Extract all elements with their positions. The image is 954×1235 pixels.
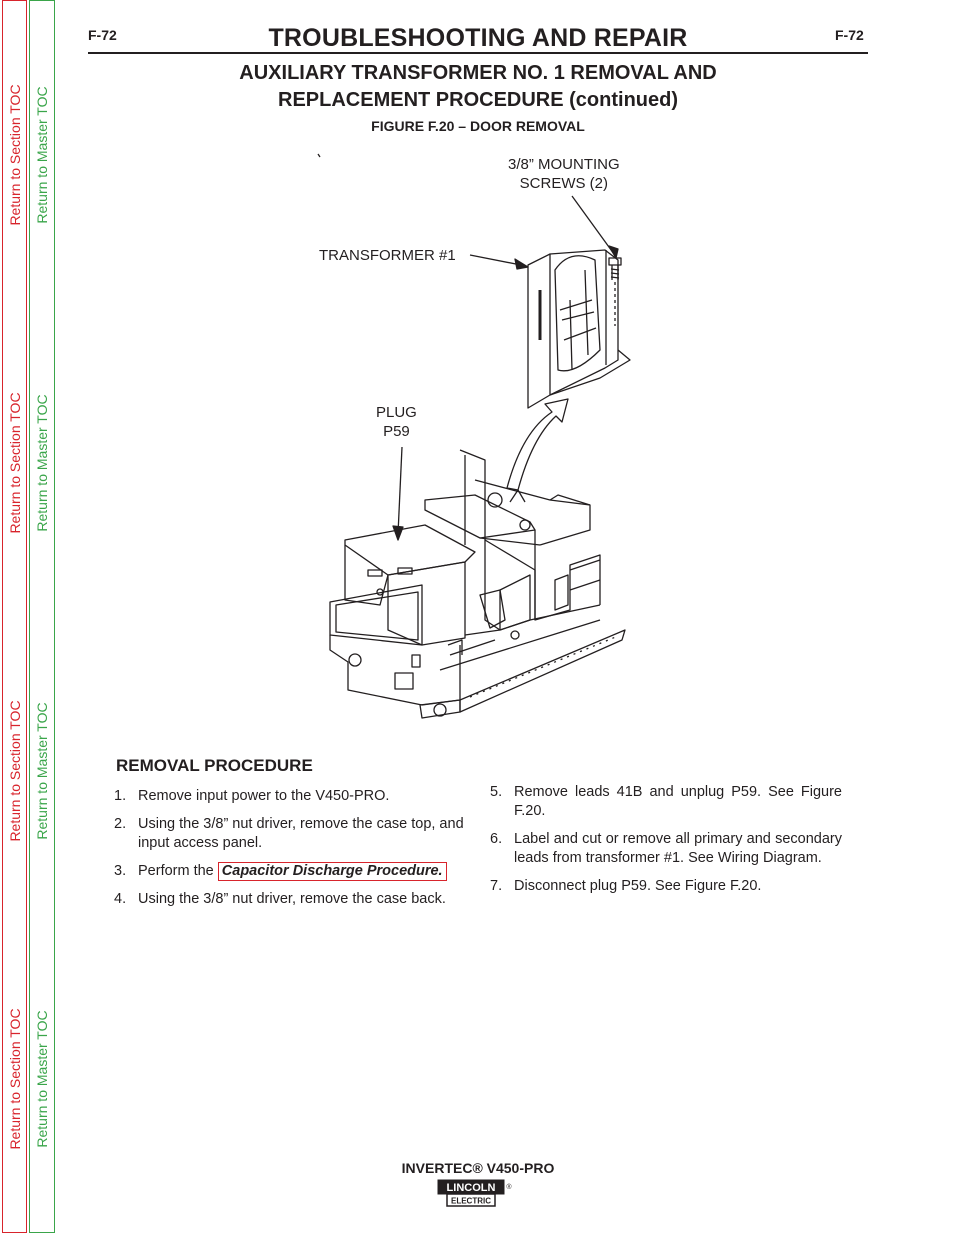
procedure-step (490, 783, 842, 821)
procedure-title (88, 60, 868, 114)
return-to-master-toc-link[interactable]: Return to Master TOC (34, 394, 50, 532)
return-to-section-toc-link[interactable]: Return to Section TOC (6, 392, 23, 534)
step-number: 3. (114, 863, 127, 879)
logo-text-top: LINCOLN (446, 1182, 496, 1194)
return-to-master-toc-link[interactable]: Return to Master TOC (34, 86, 50, 224)
mounting-screws-callout-line-1: 3/8” MOUNTING (508, 156, 620, 173)
machine-drawing (300, 150, 640, 740)
removal-procedure-heading: REMOVAL PROCEDURE (116, 756, 313, 775)
lincoln-electric-logo (437, 1179, 513, 1209)
step-text: Label and cut or remove all primary and secondary leads from transformer #1. See Wiring Diagram. (514, 831, 842, 866)
step-number: 7. (490, 878, 503, 894)
stray-mark (318, 154, 320, 157)
procedure-step (490, 830, 842, 868)
transformer-callout: TRANSFORMER #1 (319, 247, 456, 264)
return-to-master-toc-link[interactable]: Return to Master TOC (34, 702, 50, 840)
procedure-step (114, 862, 470, 881)
mounting-screws-callout (508, 155, 620, 193)
capacitor-discharge-procedure-link[interactable]: Capacitor Discharge Procedure. (218, 862, 447, 881)
step-text: Remove leads 41B and unplug P59. See Figure F.20. (514, 784, 842, 819)
step-number: 1. (114, 788, 127, 804)
step-number: 5. (490, 784, 503, 800)
step-text: Using the 3/8” nut driver, remove the case back. (138, 891, 446, 907)
procedure-title-line-2: REPLACEMENT PROCEDURE (continued) (278, 89, 678, 111)
plug-p59-callout-line-1: PLUG (376, 404, 417, 421)
return-to-master-toc-link[interactable]: Return to Master TOC (34, 1010, 50, 1148)
return-to-section-toc-link[interactable]: Return to Section TOC (6, 1008, 23, 1150)
figure-caption: FIGURE F.20 – DOOR REMOVAL (371, 118, 585, 134)
section-toc-strip (2, 0, 27, 1233)
procedure-step (490, 877, 842, 896)
mounting-screw-icon (609, 258, 621, 326)
step-number: 6. (490, 831, 503, 847)
header-divider (88, 52, 868, 54)
step-number: 2. (114, 816, 127, 832)
procedure-step (114, 787, 470, 806)
procedure-step (114, 890, 470, 909)
plug-p59-callout (376, 403, 417, 441)
logo-registered-mark: ® (506, 1184, 512, 1191)
procedure-steps-right (490, 783, 842, 905)
step-text-prefix: Perform the (138, 863, 218, 879)
page-number-right: F-72 (835, 27, 864, 43)
footer-model-name: INVERTEC® V450-PRO (401, 1160, 555, 1176)
welder-machine-icon (330, 450, 625, 718)
step-text (138, 862, 470, 881)
procedure-title-line-1: AUXILIARY TRANSFORMER NO. 1 REMOVAL AND (239, 62, 717, 84)
procedure-steps-left (114, 787, 470, 918)
mounting-screws-callout-line-2: SCREWS (2) (519, 175, 609, 192)
logo-text-bottom: ELECTRIC (451, 1196, 491, 1206)
step-text: Remove input power to the V450-PRO. (138, 788, 390, 804)
door-removal-figure (300, 150, 640, 740)
step-text: Using the 3/8” nut driver, remove the case top, and input access panel. (138, 816, 464, 851)
master-toc-strip (29, 0, 55, 1233)
plug-p59-callout-line-2: P59 (383, 423, 410, 440)
return-to-section-toc-link[interactable]: Return to Section TOC (6, 700, 23, 842)
step-number: 4. (114, 891, 127, 907)
page-number-left: F-72 (88, 27, 117, 43)
return-to-section-toc-link[interactable]: Return to Section TOC (6, 84, 23, 226)
page-title: TROUBLESHOOTING AND REPAIR (268, 24, 688, 52)
step-text: Disconnect plug P59. See Figure F.20. (514, 878, 762, 894)
removal-arrow-icon (507, 399, 568, 490)
procedure-step (114, 815, 470, 853)
